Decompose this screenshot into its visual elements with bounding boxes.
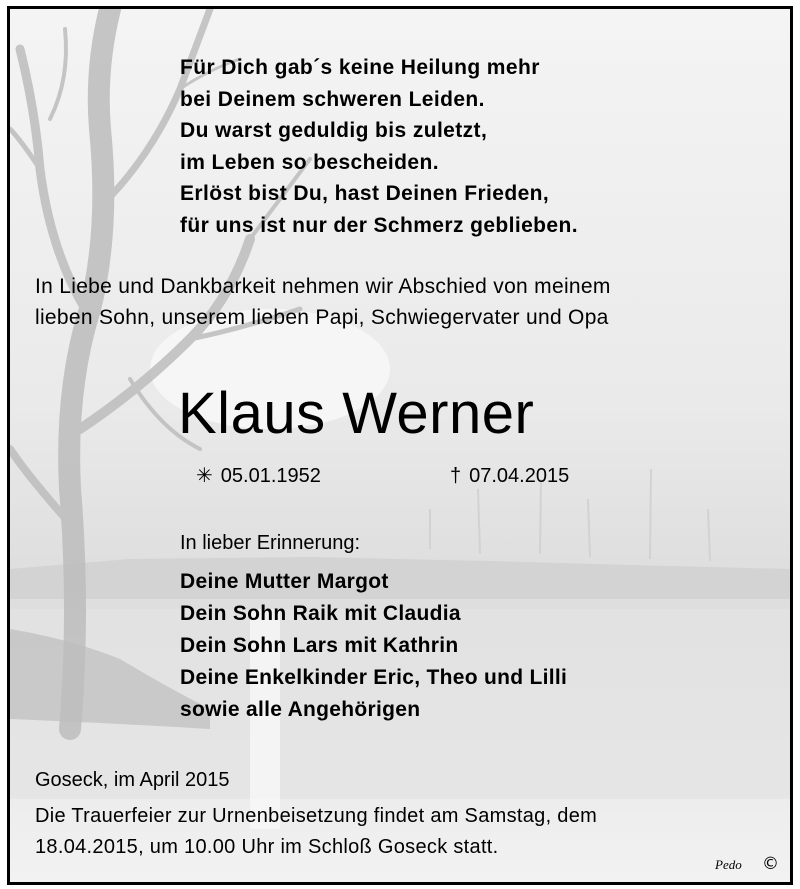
- poem-line: Für Dich gab´s keine Heilung mehr: [180, 56, 540, 79]
- death-cross-icon: †: [450, 465, 462, 487]
- copyright-icon: ©: [762, 854, 779, 874]
- birth-star-icon: ✳: [196, 465, 213, 487]
- intro-line: lieben Sohn, unserem lieben Papi, Schwiegervater und Opa: [35, 306, 609, 329]
- intro-text: [35, 271, 611, 333]
- obituary-notice: [7, 6, 793, 885]
- death-info: [450, 461, 569, 491]
- mourner-item: Deine Enkelkinder Eric, Theo und Lilli: [180, 666, 568, 689]
- birth-date: 05.01.1952: [220, 465, 321, 487]
- funeral-info: [35, 801, 597, 863]
- poem: [180, 52, 578, 241]
- intro-line: In Liebe und Dankbarkeit nehmen wir Abschied von meinem: [35, 275, 611, 298]
- funeral-line: Die Trauerfeier zur Urnenbeisetzung findet am Samstag, dem: [35, 805, 598, 827]
- mourner-item: Dein Sohn Raik mit Claudia: [180, 602, 461, 625]
- poem-line: bei Deinem schweren Leiden.: [180, 87, 485, 111]
- funeral-line: 18.04.2015, um 10.00 Uhr im Schloß Goseck statt.: [35, 836, 499, 858]
- place-date: Goseck, im April 2015: [35, 769, 230, 791]
- mourner-item: Dein Sohn Lars mit Kathrin: [180, 634, 459, 657]
- poem-line: Erlöst bist Du, hast Deinen Frieden,: [180, 182, 550, 205]
- poem-line: für uns ist nur der Schmerz geblieben.: [180, 213, 578, 237]
- birth-info: [196, 461, 321, 491]
- memory-heading: In lieber Erinnerung:: [180, 532, 361, 554]
- mourner-item: sowie alle Angehörigen: [180, 698, 421, 721]
- poem-line: Du warst geduldig bis zuletzt,: [180, 119, 488, 142]
- mourners-list: [180, 566, 567, 726]
- death-date: 07.04.2015: [469, 465, 570, 487]
- mourner-item: Deine Mutter Margot: [180, 570, 389, 593]
- poem-line: im Leben so bescheiden.: [180, 150, 439, 174]
- designer-signature: Pedo: [715, 857, 742, 872]
- deceased-name: Klaus Werner: [178, 381, 535, 446]
